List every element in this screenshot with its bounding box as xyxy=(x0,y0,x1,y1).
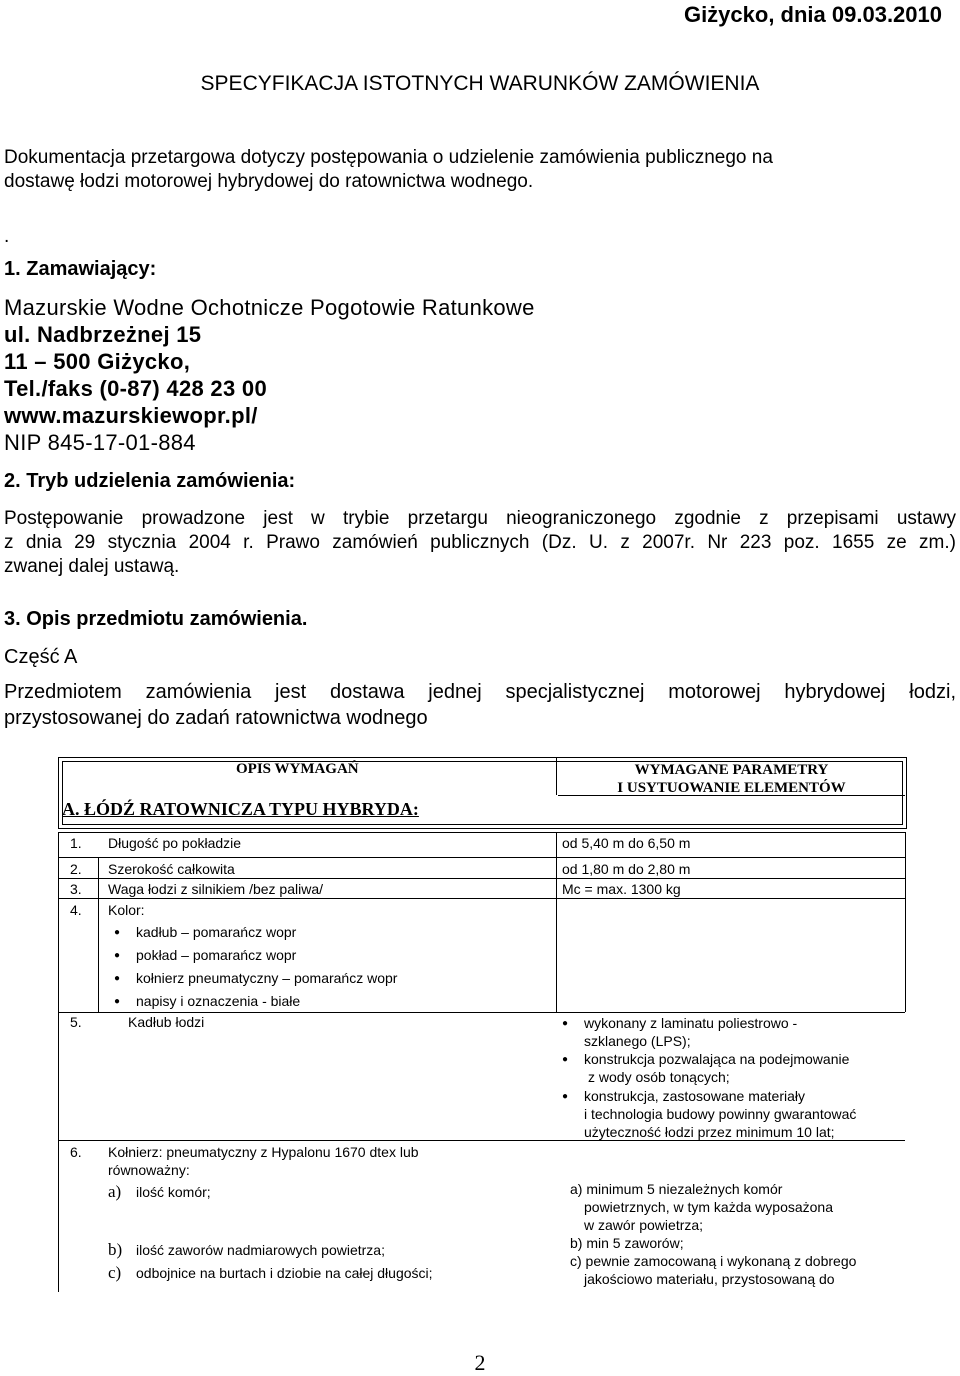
column-header-line: I USYTUOWANIE ELEMENTÓW xyxy=(617,780,846,796)
row-description: Kolor: xyxy=(108,902,145,918)
sub-item-text: odbojnice na burtach i dziobie na całej długości; xyxy=(136,1265,433,1281)
table-rule xyxy=(58,857,905,858)
section-2-heading: 2. Tryb udzielenia zamówienia: xyxy=(4,470,296,492)
value-column-divider xyxy=(556,832,557,1012)
intro-line: Dokumentacja przetargowa dotyczy postępowania o udzielenie zamówienia publicznego na xyxy=(4,147,773,168)
hull-requirement-line: i technologia budowy powinny gwarantować xyxy=(584,1106,857,1122)
color-bullet-item: ● pokład – pomarańcz wopr xyxy=(136,947,296,963)
page-number: 2 xyxy=(474,1350,486,1375)
column-header-parameters xyxy=(558,761,905,797)
row-number: 5. xyxy=(70,1014,82,1030)
hull-requirement-line: szklanego (LPS); xyxy=(584,1033,691,1049)
row-description: Kołnierz: pneumatyczny z Hypalonu 1670 dtex lub xyxy=(108,1144,419,1160)
row-description: Kadłub łodzi xyxy=(128,1014,205,1030)
collar-requirement-line: jakościowo materiału, przystosowaną do xyxy=(584,1271,835,1287)
sub-item-letter: c) xyxy=(108,1263,122,1282)
section-1-heading: 1. Zamawiający: xyxy=(4,258,157,280)
document-title: SPECYFIKACJA ISTOTNYCH WARUNKÓW ZAMÓWIENIA xyxy=(200,72,760,95)
table-rule xyxy=(58,1012,905,1013)
authority-city: 11 – 500 Giżycko, xyxy=(4,349,191,374)
authority-website: www.mazurskiewopr.pl/ xyxy=(4,403,258,428)
authority-nip: NIP 845-17-01-884 xyxy=(4,430,196,455)
stray-dot: . xyxy=(4,226,10,247)
table-left-border xyxy=(58,832,59,1292)
table-rule xyxy=(58,832,905,833)
hull-requirement-item: ● konstrukcja pozwalająca na podejmowanie xyxy=(584,1051,849,1067)
row-number: 1. xyxy=(70,835,82,851)
row-value: od 1,80 m do 2,80 m xyxy=(562,861,691,877)
color-bullet-item: ● kadłub – pomarańcz wopr xyxy=(136,924,296,940)
sub-item-text: ilość komór; xyxy=(136,1184,211,1200)
part-label: Część A xyxy=(4,646,78,668)
header-column-divider xyxy=(556,757,557,795)
row-description: Szerokość całkowita xyxy=(108,861,235,877)
collar-requirement-line: a) minimum 5 niezależnych komór xyxy=(570,1181,783,1197)
paragraph-line: przystosowanej do zadań ratownictwa wodnego xyxy=(4,707,428,729)
section-2-paragraph xyxy=(4,507,956,579)
paragraph-line: z dnia 29 stycznia 2004 r. Prawo zamówień publicznych (Dz. U. z 2007r. Nr 223 poz. 1655 ze zm.) xyxy=(4,532,956,553)
number-column-divider xyxy=(98,857,99,1012)
intro-paragraph xyxy=(4,146,954,194)
column-header-line: WYMAGANE PARAMETRY xyxy=(634,762,829,778)
paragraph-line: Postępowanie prowadzone jest w trybie przetargu nieograniczonego zgodnie z przepisami ustawy xyxy=(4,508,956,529)
paragraph-line: zwanej dalej ustawą. xyxy=(4,556,180,577)
sub-item-letter: a) xyxy=(108,1182,122,1201)
table-rule xyxy=(58,898,905,899)
row-description: Waga łodzi z silnikiem /bez paliwa/ xyxy=(108,881,324,897)
hull-requirement-item: ● konstrukcja, zastosowane materiały xyxy=(584,1088,805,1104)
row-value: od 5,40 m do 6,50 m xyxy=(562,835,691,851)
section-3-heading: 3. Opis przedmiotu zamówienia. xyxy=(4,608,308,630)
row-description: równoważny: xyxy=(108,1162,190,1178)
collar-requirement-line: w zawór powietrza; xyxy=(584,1217,704,1233)
collar-requirement-line: c) pewnie zamocowaną i wykonaną z dobrego xyxy=(570,1253,857,1269)
section-3-paragraph xyxy=(4,679,956,731)
authority-street: ul. Nadbrzeżnej 15 xyxy=(4,322,202,347)
row-number: 3. xyxy=(70,881,82,897)
sub-item-letter: b) xyxy=(108,1240,123,1259)
document-date: Giżycko, dnia 09.03.2010 xyxy=(683,2,942,27)
color-bullet-item: ● napisy i oznaczenia - białe xyxy=(136,993,300,1009)
table-rule xyxy=(58,878,905,879)
table-rule xyxy=(58,1140,905,1141)
row-number: 2. xyxy=(70,861,82,877)
authority-name: Mazurskie Wodne Ochotnicze Pogotowie Ratunkowe xyxy=(4,295,535,320)
hull-requirement-line: użyteczność łodzi przez minimum 10 lat; xyxy=(584,1124,835,1140)
collar-requirement-line: powietrznych, w tym każda wyposażona xyxy=(584,1199,833,1215)
table-section-title: A. ŁÓDŹ RATOWNICZA TYPU HYBRYDA: xyxy=(62,799,419,819)
sub-item-text: ilość zaworów nadmiarowych powietrza; xyxy=(136,1242,385,1258)
table-right-border xyxy=(905,832,906,1012)
row-value: Mc = max. 1300 kg xyxy=(562,881,681,897)
row-number: 6. xyxy=(70,1144,82,1160)
hull-requirement-line: z wody osób tonących; xyxy=(588,1069,730,1085)
contracting-authority-address xyxy=(4,294,535,456)
hull-requirement-item: ● wykonany z laminatu poliestrowo - xyxy=(584,1015,797,1031)
color-bullet-item: ● kołnierz pneumatyczny – pomarańcz wopr xyxy=(136,970,397,986)
row-description: Długość po pokładzie xyxy=(108,835,242,851)
collar-requirement-line: b) min 5 zaworów; xyxy=(570,1235,684,1251)
paragraph-line: Przedmiotem zamówienia jest dostawa jednej specjalistycznej motorowej hybrydowej łodzi, xyxy=(4,681,956,703)
authority-phone: Tel./faks (0-87) 428 23 00 xyxy=(4,376,267,401)
column-header-requirements: OPIS WYMAGAŃ xyxy=(236,761,359,777)
intro-line: dostawę łodzi motorowej hybrydowej do ratownictwa wodnego. xyxy=(4,171,534,192)
row-number: 4. xyxy=(70,902,82,918)
